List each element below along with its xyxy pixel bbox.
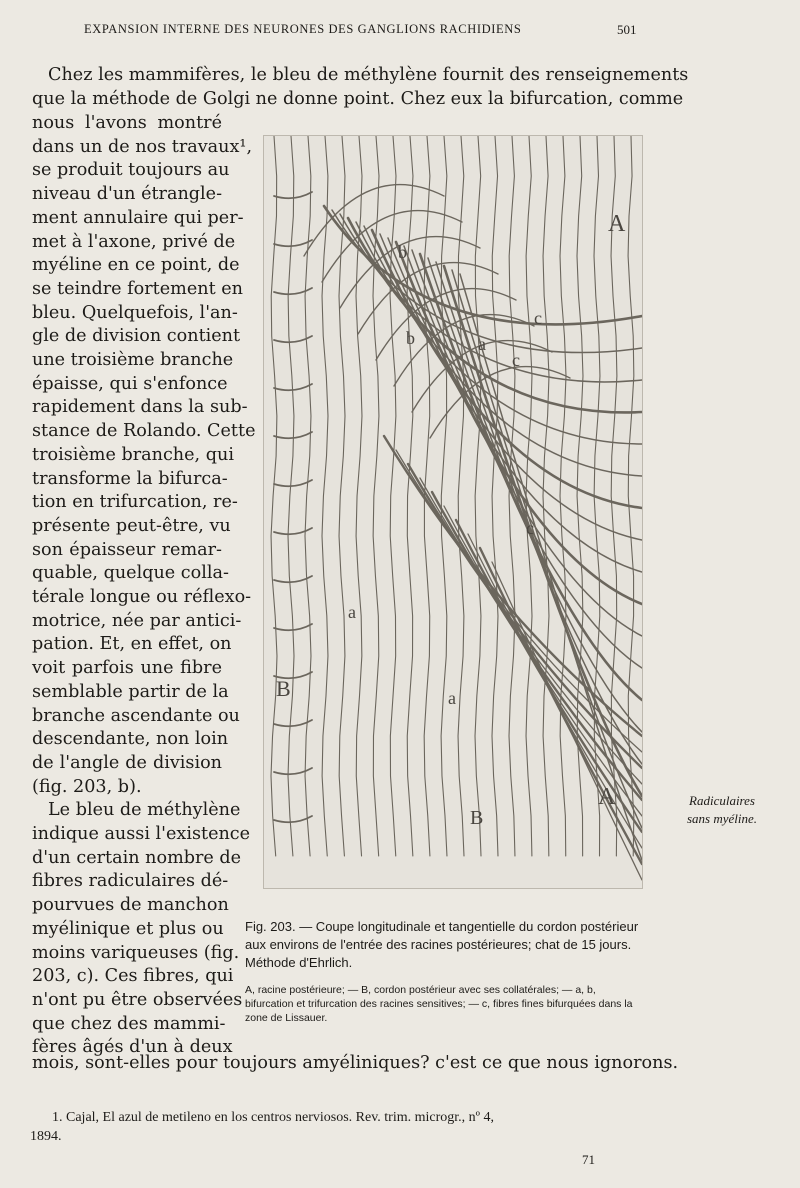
nerve-fiber [441,136,447,856]
figure-203 [263,135,643,889]
text-line: quable, quelque colla- [32,563,229,584]
text-line: ment annulaire qui per- [32,207,244,228]
text-line: niveau d'un étrangle- [32,184,223,205]
text-line: met à l'axone, privé de [32,231,236,252]
text-line: descendante, non loin [32,729,229,750]
text-line: se teindre fortement en [32,278,243,299]
figure-caption: Fig. 203. — Coupe longitudinale et tangentielle du cordon postérieur aux environs de l'entrée des racines postérieures; chat de 15 jours. Méthode d'Ehrlich. [245,919,639,970]
text-line: transforme la bifurca- [32,468,228,489]
nerve-fiber [475,136,481,856]
text-line: myélinique et plus ou [32,918,224,939]
neuron-illustration [264,136,642,888]
text-line: présente peut-être, vu [32,515,231,536]
nerve-fiber [407,136,413,856]
text-line: n'ont pu être observées [32,989,243,1010]
text-line: se produit toujours au [32,160,230,181]
label-b-1: b [398,242,407,262]
label-c-2: c [512,350,520,370]
text-line: voit parfois une fibre [32,658,222,679]
text-line: stance de Rolando. Cette [32,421,256,442]
text-line: troisième branche, qui [32,444,234,465]
text-line: fères âgés d'un à deux [32,1037,233,1058]
text-line: dans un de nos travaux¹, [32,136,253,157]
text-line: semblable partir de la [32,681,229,702]
text-line: pourvues de manchon [32,895,229,916]
nerve-fiber [274,288,312,294]
nerve-fiber [274,816,312,822]
nerve-fiber [460,274,642,860]
running-header: EXPANSION INTERNE DES NEURONES DES GANGLIONS RACHIDIENS [84,22,522,36]
text-line: gle de division contient [32,326,241,347]
nerve-fiber [274,240,312,246]
label-a-2: a [348,602,356,622]
label-A-top: A [608,211,626,237]
label-a-3: a [448,688,456,708]
text-line: épaisse, qui s'enfonce [32,373,228,394]
text-line: fibres radiculaires dé- [32,871,229,892]
nerve-fiber [560,136,566,856]
nerve-fiber [322,136,328,856]
nerve-fiber [305,136,311,856]
text-line: pation. Et, en effet, on [32,634,232,655]
text-line: nous l'avons montré [32,113,222,133]
label-B-bottom: B [470,807,484,829]
text-line: de l'angle de division [32,752,222,773]
nerve-fiber [396,242,642,604]
nerve-fiber [274,480,312,486]
nerve-fiber [288,136,294,856]
margin-note-line: Radiculaires [689,793,755,808]
margin-note-line: sans myéline. [686,811,758,826]
label-B-left: B [276,676,291,701]
text-line: d'un certain nombre de [32,847,242,868]
text-line: rapidement dans la sub- [32,397,248,418]
nerve-fiber [492,136,498,856]
nerve-fiber [458,136,464,856]
nerve-fiber [274,720,312,726]
text-line: myéline en ce point, de [32,255,240,276]
text-line: mois, sont-elles pour toujours amyéliniques? c'est ce que nous ignorons. [32,1053,679,1073]
label-A-bottom: A [598,784,616,810]
text-line: (fig. 203, b). [32,776,142,797]
footnote-continued: 1894. [30,1129,62,1144]
text-line: bleu. Quelquefois, l'an- [32,302,238,323]
text-line: que chez des mammi- [32,1013,226,1034]
nerve-fiber [543,136,549,856]
text-line: moins variqueuses (fig. [32,942,240,963]
text-line: son épaisseur remar- [32,539,222,560]
nerve-fiber [339,136,345,856]
label-c-3: c [526,518,534,538]
text-line: Le bleu de méthylène [48,800,241,821]
page-number: 501 [617,22,637,37]
margin-note [672,792,772,828]
signature-mark: 71 [582,1152,595,1167]
text-line: branche ascendante ou [32,705,240,726]
text-line: une troisième branche [32,350,234,370]
text-line: térale longue ou réflexo- [32,587,252,607]
figure-legend: A, racine postérieure; — B, cordon postérieur avec ses collatérales; — a, b, bifurcation et trifurcation des racines sensitives; — c, fibres fines bifurquées dans la zone de Lissauer. [245,984,633,1024]
text-line: motrice, née par antici- [32,610,242,631]
label-c-1: c [534,308,542,328]
footnote: 1. Cajal, El azul de metileno en los centros nerviosos. Rev. trim. microgr., nº 4, [52,1110,495,1125]
label-a-1: a [478,334,486,354]
nerve-fiber [274,768,312,774]
nerve-fiber [274,384,312,390]
nerve-fiber [340,214,642,382]
nerve-fiber [274,192,312,198]
label-b-2: b [406,328,415,348]
text-line: que la méthode de Golgi ne donne point. Chez eux la bifurcation, comme [32,89,684,109]
text-line: tion en trifurcation, re- [32,492,238,513]
text-line: 203, c). Ces fibres, qui [32,966,234,987]
text-line: Chez les mammifères, le bleu de méthylène fournit des renseignements [48,65,689,85]
text-line: indique aussi l'existence [32,824,251,844]
nerve-fiber [274,528,312,534]
